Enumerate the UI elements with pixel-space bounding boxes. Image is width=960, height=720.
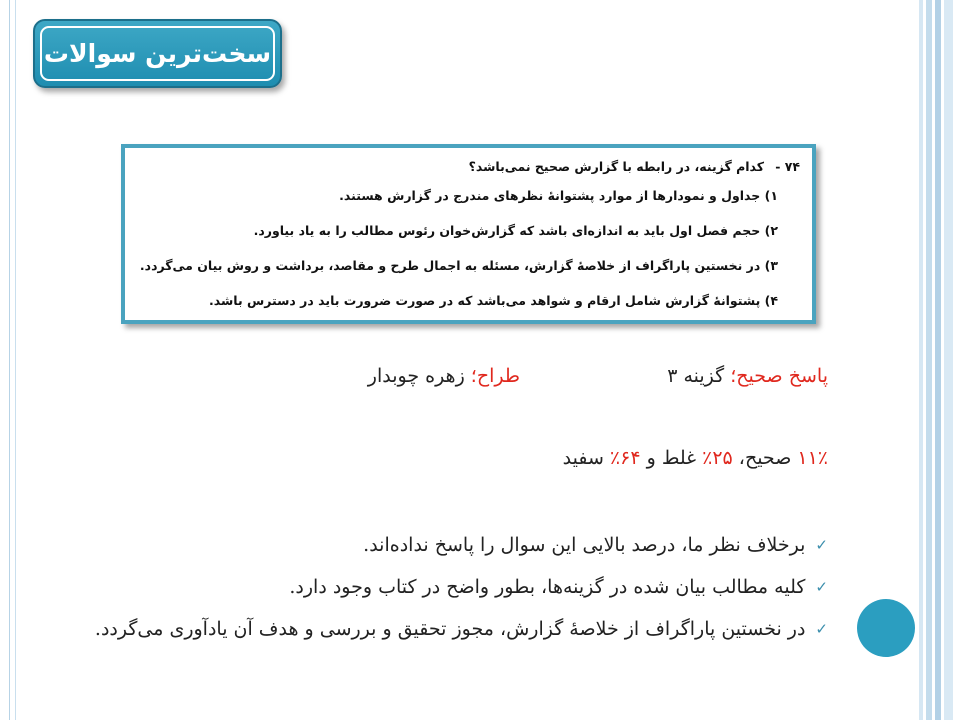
answer-label: پاسخ صحیح؛ [730, 365, 828, 387]
question-option-1: ۱) جداول و نمودارها از موارد پشتوانهٔ نظرهای مندرج در گزارش هستند. [339, 188, 778, 203]
blank-percent: ۶۴٪ [609, 447, 641, 469]
question-option-2: ۲) حجم فصل اول باید به اندازه‌ای باشد که گزارش‌خوان رئوس مطالب را به یاد بیاورد. [253, 223, 778, 238]
list-item [48, 524, 828, 566]
question-option-4: ۴) پشتوانهٔ گزارش شامل ارقام و شواهد می‌باشد که در صورت ضرورت باید در دسترس باشد. [209, 293, 778, 308]
left-frame-line [9, 0, 10, 720]
correct-label: صحیح، [732, 447, 798, 469]
wrong-label: غلط و [640, 447, 703, 469]
right-stripe [935, 0, 941, 720]
list-item-text: در نخستین پاراگراف از خلاصهٔ گزارش، مجوز تحقیق و بررسی و هدف آن یادآوری می‌گردد. [94, 618, 806, 640]
slide-title: سخت‌ترین سوالات [43, 39, 272, 68]
checkmark-icon: ✓ [815, 620, 828, 638]
checkmark-icon: ✓ [815, 536, 828, 554]
designer-value: زهره چوبدار [367, 365, 471, 387]
designer-line [368, 365, 520, 387]
right-stripe [926, 0, 932, 720]
list-item-text: برخلاف نظر ما، درصد بالایی این سوال را پاسخ نداده‌اند. [363, 534, 806, 556]
checkmark-icon: ✓ [815, 578, 828, 596]
question-image-box [121, 144, 816, 324]
title-badge [33, 19, 282, 88]
answer-line [667, 365, 828, 387]
wrong-percent: ۲۵٪ [702, 447, 733, 469]
question-header [135, 154, 800, 178]
blank-label: سفید [562, 447, 610, 469]
question-stem: کدام گزینه، در رابطه با گزارش صحیح نمی‌باشد؟ [468, 158, 764, 174]
designer-label: طراح؛ [470, 365, 520, 387]
question-number: ۷۴ - [775, 158, 800, 174]
right-stripe [944, 0, 953, 720]
question-option-3: ۳) در نخستین پاراگراف از خلاصهٔ گزارش، مسئله به اجمال طرح و مقاصد، برداشت و روش بیان می‌گردد. [139, 258, 778, 273]
answer-value: گزینه ۳ [667, 365, 731, 387]
right-stripe [919, 0, 923, 720]
left-frame-line-inner [15, 0, 16, 720]
list-item [48, 566, 828, 608]
notes-list [48, 524, 828, 650]
list-item [48, 608, 828, 650]
correct-percent: ۱۱٪ [797, 447, 828, 469]
stats-line [563, 447, 828, 469]
decorative-circle [857, 599, 915, 657]
list-item-text: کلیه مطالب بیان شده در گزینه‌ها، بطور واضح در کتاب وجود دارد. [289, 576, 806, 598]
